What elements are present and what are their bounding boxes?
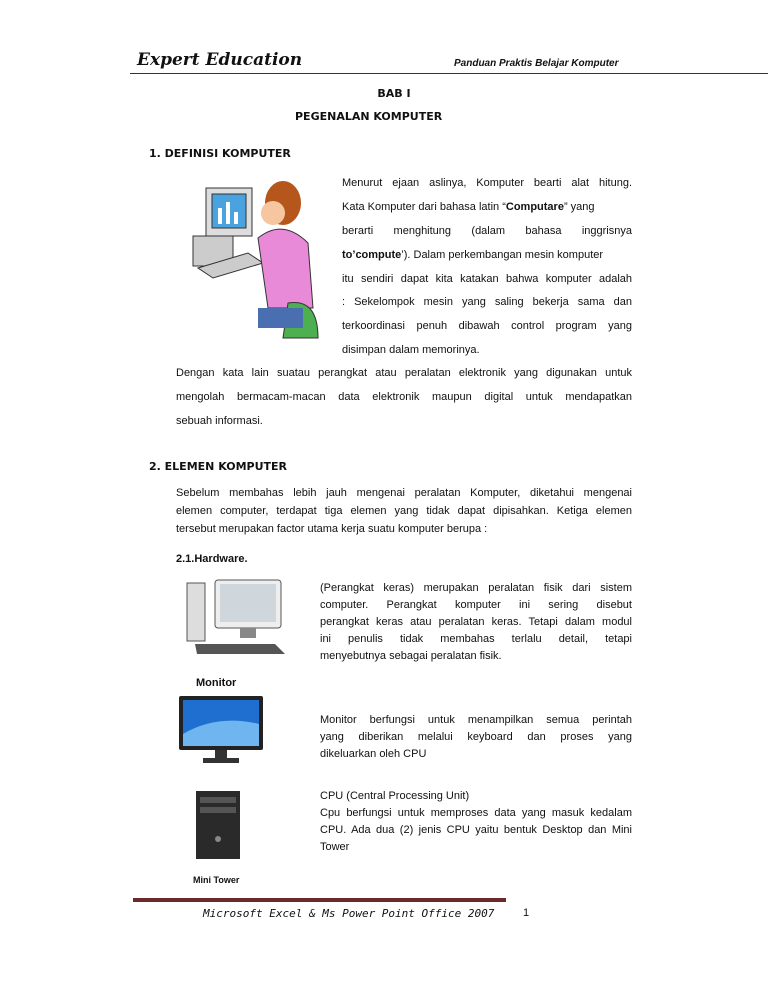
- mini-tower-label: Mini Tower: [193, 875, 240, 885]
- footer-rule-right: [302, 898, 506, 902]
- section1-heading: 1. DEFINISI KOMPUTER: [149, 147, 291, 160]
- chapter-number: BAB I: [377, 87, 411, 100]
- monitor-image: [177, 694, 265, 766]
- hardware-heading: 2.1.Hardware.: [176, 553, 248, 565]
- woman-computer-illustration: [188, 178, 333, 348]
- header-rule: [130, 73, 768, 74]
- header-subtitle: Panduan Praktis Belajar Komputer: [454, 58, 619, 69]
- footer-text: Microsoft Excel & Ms Power Point Office 2007: [203, 907, 495, 920]
- page-number: 1: [523, 907, 530, 919]
- monitor-label: Monitor: [196, 677, 237, 689]
- desktop-pc-image: [185, 578, 293, 658]
- header-brand: Expert Education: [137, 50, 303, 70]
- section2-heading: 2. ELEMEN KOMPUTER: [149, 460, 288, 473]
- document-page: Expert Education Panduan Praktis Belajar Komputer BAB I PEGENALAN KOMPUTER 1. DEFINISI KOMPUTER Menurut ejaan aslinya, Komputer bearti alat hitung. Kata Komputer dari bahasa latin “Computare” yang berarti menghitung (dalam bahasa inggrisnya to’compute’). Dalam perkembangan mesin komputer itu sendiri dapat kita katakan bahwa komputer adalah : Sekelompok mesin yang saling bekerja sama dan terkoordinasi penuh dibawah control program yang disimpan dalam memorinya. Dengan kata lain suatau perangkat atau peralatan elektronik yang digunakan untuk mengolah bermacam-macan data elektronik maupun digital untuk mendapatkan sebuah informasi. 2. ELEMEN KOMPUTER Sebelum membahas lebih jauh mengenai peralatan Komputer, diketahui mengenai elemen computer, terdapat tiga elemen yang tidak dapat dipisahkan. Ketiga elemen tersebut merupakan factor utama kerja suatu komputer berupa : 2.1.Hardware. (Perangkat keras) merupakan peralatan fisik dari sistem computer. Perangkat komputer ini sering disebut perangkat keras atau peralatan keras. Tetapi dalam modul ini penulis tidak membahas terlalu detail, tetapi menyebutnya sebagai peralatan fisik. Monitor Monitor berfungsi untuk menampilkan semua perintah yang diberikan melalui keyboard dan proses yang dikeluarkan oleh CPU CPU (Central Processing Unit) Cpu berfungsi untuk memproses data yang masuk kedalam CPU. Ada dua (2) jenis CPU yaitu bentuk Desktop dan Mini Tower Mini Tower Microsoft Excel & Ms Power Point Office 2007 1: [0, 0, 768, 994]
- chapter-title: PEGENALAN KOMPUTER: [295, 110, 443, 123]
- cpu-tower-image: [190, 789, 246, 861]
